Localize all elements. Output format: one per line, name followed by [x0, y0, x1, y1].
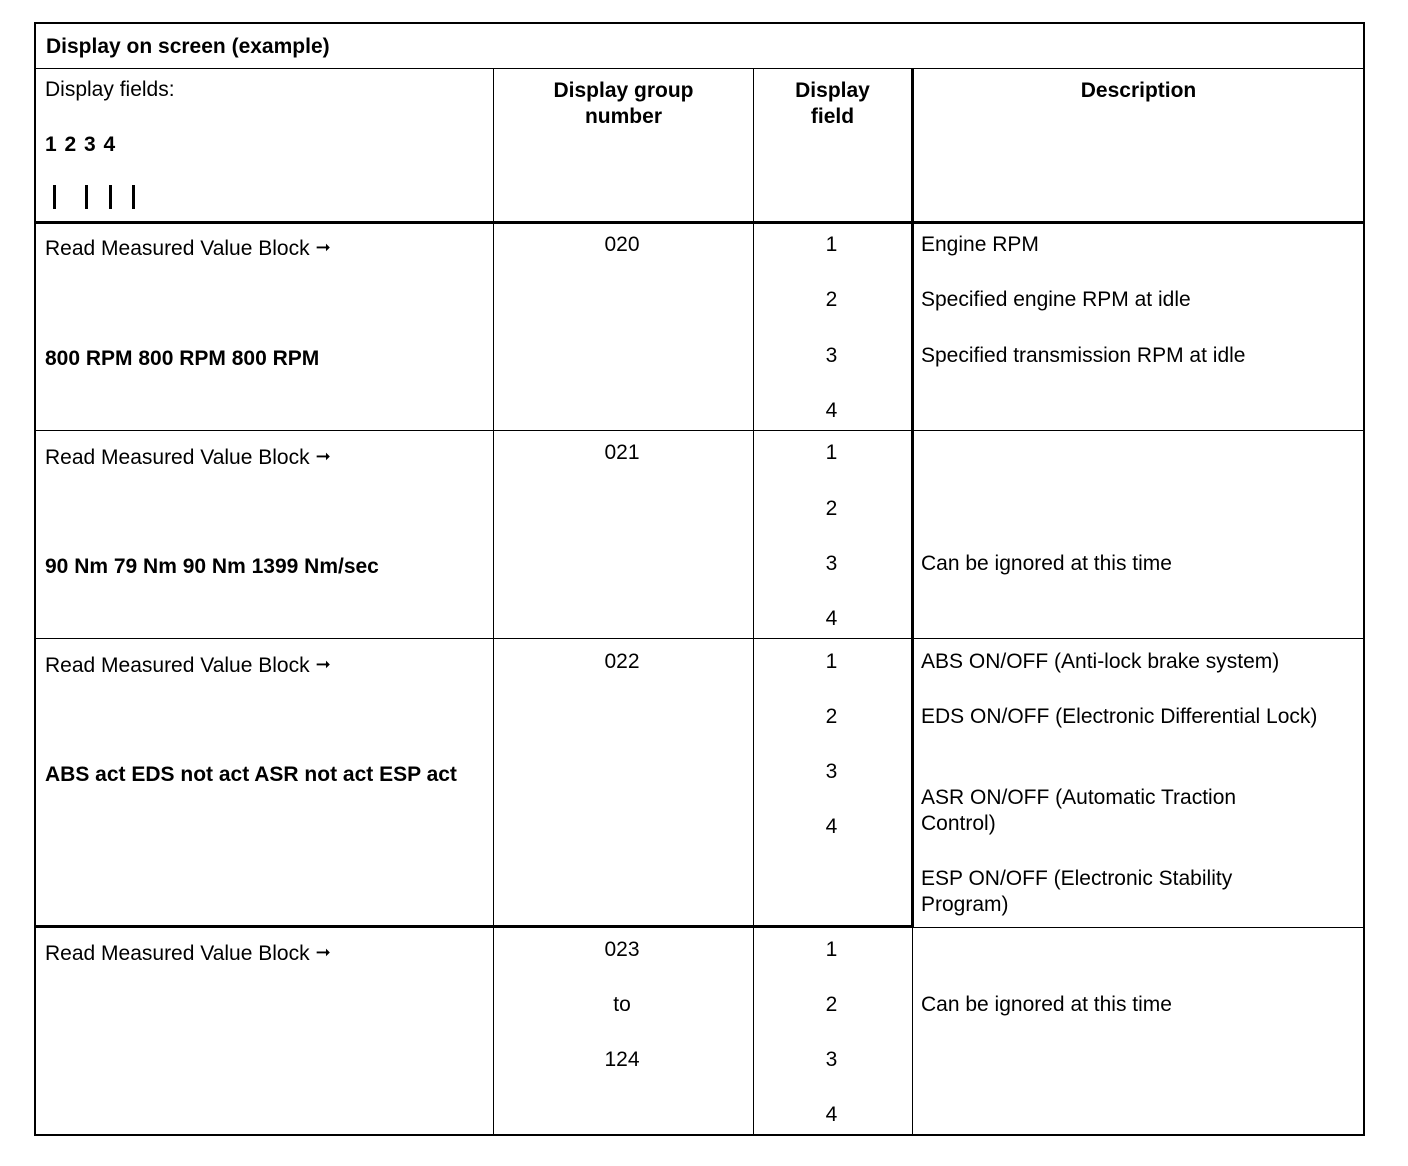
divider [913, 927, 1363, 928]
field-marker-3 [109, 185, 112, 209]
header-line: Display [795, 79, 870, 102]
description: Can be ignored at this time [921, 552, 1172, 575]
description: Specified engine RPM at idle [921, 288, 1191, 311]
field-number: 3 [825, 760, 838, 783]
field-number: 2 [825, 705, 838, 728]
block-label-text: Read Measured Value Block [45, 654, 310, 677]
description: ESP ON/OFF (Electronic Stability Program) [921, 867, 1233, 916]
display-field-header [754, 78, 911, 130]
field-marker-4 [132, 185, 135, 209]
header-line: field [810, 105, 855, 128]
field-number: 3 [825, 1048, 838, 1071]
field-number: 1 [825, 938, 838, 961]
field-number: 1 [825, 650, 838, 673]
measured-value-table [34, 22, 1365, 1136]
group-number: 023 [604, 938, 640, 961]
block-label [45, 234, 331, 262]
divider [36, 925, 913, 928]
measured-values: ABS act EDS not act ASR not act ESP act [45, 763, 457, 786]
description: ABS ON/OFF (Anti-lock brake system) [921, 650, 1280, 673]
description-header: Description [1080, 79, 1197, 102]
description: Specified transmission RPM at idle [921, 344, 1246, 367]
measured-values: 800 RPM 800 RPM 800 RPM [45, 347, 320, 370]
divider [912, 927, 913, 1134]
field-marker-2 [85, 185, 88, 209]
field-number: 2 [825, 497, 838, 520]
group-number: 021 [604, 441, 640, 464]
divider [36, 221, 1363, 224]
block-label [45, 651, 331, 679]
divider [493, 69, 494, 1134]
description: Engine RPM [921, 233, 1039, 256]
field-number: 2 [825, 993, 838, 1016]
divider [36, 68, 1363, 69]
arrow-right-icon: ➞ [315, 942, 331, 962]
block-label [45, 939, 331, 967]
arrow-right-icon: ➞ [315, 446, 331, 466]
field-number: 4 [825, 399, 838, 422]
divider [36, 430, 1363, 431]
field-number: 1 [825, 441, 838, 464]
field-marker-1 [53, 185, 56, 209]
block-label-text: Read Measured Value Block [45, 942, 310, 965]
measured-values: 90 Nm 79 Nm 90 Nm 1399 Nm/sec [45, 555, 379, 578]
display-fields-label: Display fields: [45, 78, 175, 101]
group-number: 022 [604, 650, 640, 673]
table-title: Display on screen (example) [46, 35, 330, 58]
header-line: Display group [553, 79, 694, 102]
field-number: 4 [825, 607, 838, 630]
divider [911, 69, 914, 927]
group-number: 124 [604, 1048, 640, 1071]
description: Can be ignored at this time [921, 993, 1172, 1016]
field-number: 1 [825, 233, 838, 256]
field-numbers: 1 2 3 4 [45, 133, 117, 156]
description: ASR ON/OFF (Automatic Traction Control) [921, 786, 1237, 835]
arrow-right-icon: ➞ [315, 654, 331, 674]
block-label-text: Read Measured Value Block [45, 446, 310, 469]
field-number: 4 [825, 815, 838, 838]
block-label-text: Read Measured Value Block [45, 237, 310, 260]
block-label [45, 443, 331, 471]
group-number: 020 [604, 233, 640, 256]
field-number: 4 [825, 1103, 838, 1126]
field-number: 3 [825, 552, 838, 575]
field-number: 3 [825, 344, 838, 367]
field-number: 2 [825, 288, 838, 311]
group-number-header [494, 78, 753, 130]
description: EDS ON/OFF (Electronic Differential Lock) [921, 705, 1318, 728]
arrow-right-icon: ➞ [315, 237, 331, 257]
divider [36, 638, 1363, 639]
divider [753, 69, 754, 1134]
header-line: number [584, 105, 662, 128]
group-number: to [613, 993, 631, 1016]
